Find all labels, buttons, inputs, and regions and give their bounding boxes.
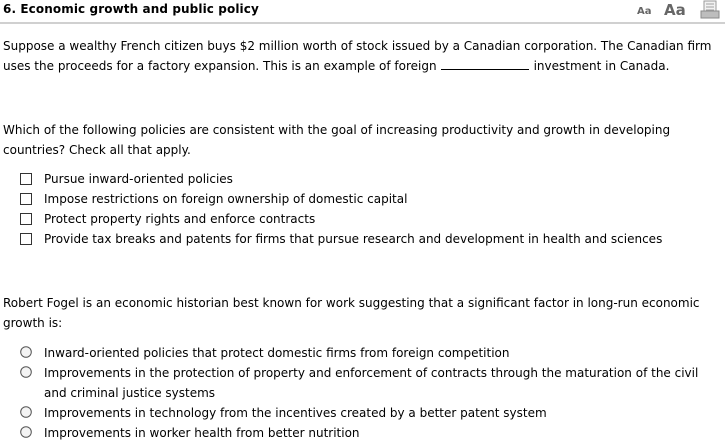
q1-text-before: Suppose a wealthy French citizen buys $2 million worth of stock issued by a Canadian corporation. The Canadian firm uses the proceeds for a factory expansion. This is an example of foreign <box>3 39 712 73</box>
decrease-font-button[interactable]: Aa <box>637 6 652 17</box>
q2-option-2-checkbox[interactable] <box>20 193 32 205</box>
q3-prompt: Robert Fogel is an economic historian best known for work suggesting that a significant factor in long-run economic growth is: <box>3 296 700 330</box>
q3-option-4-radio[interactable] <box>20 426 32 438</box>
q2-option-2-label: Impose restrictions on foreign ownership of domestic capital <box>44 192 408 206</box>
q2-option-4-label: Provide tax breaks and patents for firms that pursue research and development in health and sciences <box>44 232 663 246</box>
question-header <box>0 0 725 22</box>
q1-answer-blank[interactable] <box>441 57 529 70</box>
q3-option-2-radio[interactable] <box>20 366 32 378</box>
q3-option-4-label: Improvements in worker health from better nutrition <box>44 426 360 440</box>
q2-option-1-checkbox[interactable] <box>20 173 32 185</box>
q2-option-1-label: Pursue inward-oriented policies <box>44 172 233 186</box>
q2-option-3-label: Protect property rights and enforce contracts <box>44 212 316 226</box>
q3-option-3-radio[interactable] <box>20 406 32 418</box>
q2-prompt: Which of the following policies are consistent with the goal of increasing productivity and growth in developing countries? Check all that apply. <box>3 123 671 157</box>
q3-option-1-label: Inward-oriented policies that protect domestic firms from foreign competition <box>44 346 510 360</box>
header-divider <box>0 22 725 24</box>
question-title: 6. Economic growth and public policy <box>3 2 259 16</box>
print-icon[interactable] <box>696 0 722 20</box>
q2-option-4-checkbox[interactable] <box>20 233 32 245</box>
q3-option-1-radio[interactable] <box>20 346 32 358</box>
q1-statement <box>3 36 721 76</box>
q3-option-2-label: Improvements in the protection of property and enforcement of contracts through the maturation of the civil and criminal justice systems <box>44 366 699 400</box>
q2-option-3-checkbox[interactable] <box>20 213 32 225</box>
increase-font-button[interactable]: Aa <box>664 1 686 19</box>
q3-option-3-label: Improvements in technology from the incentives created by a better patent system <box>44 406 547 420</box>
q1-text-after: investment in Canada. <box>533 59 670 73</box>
